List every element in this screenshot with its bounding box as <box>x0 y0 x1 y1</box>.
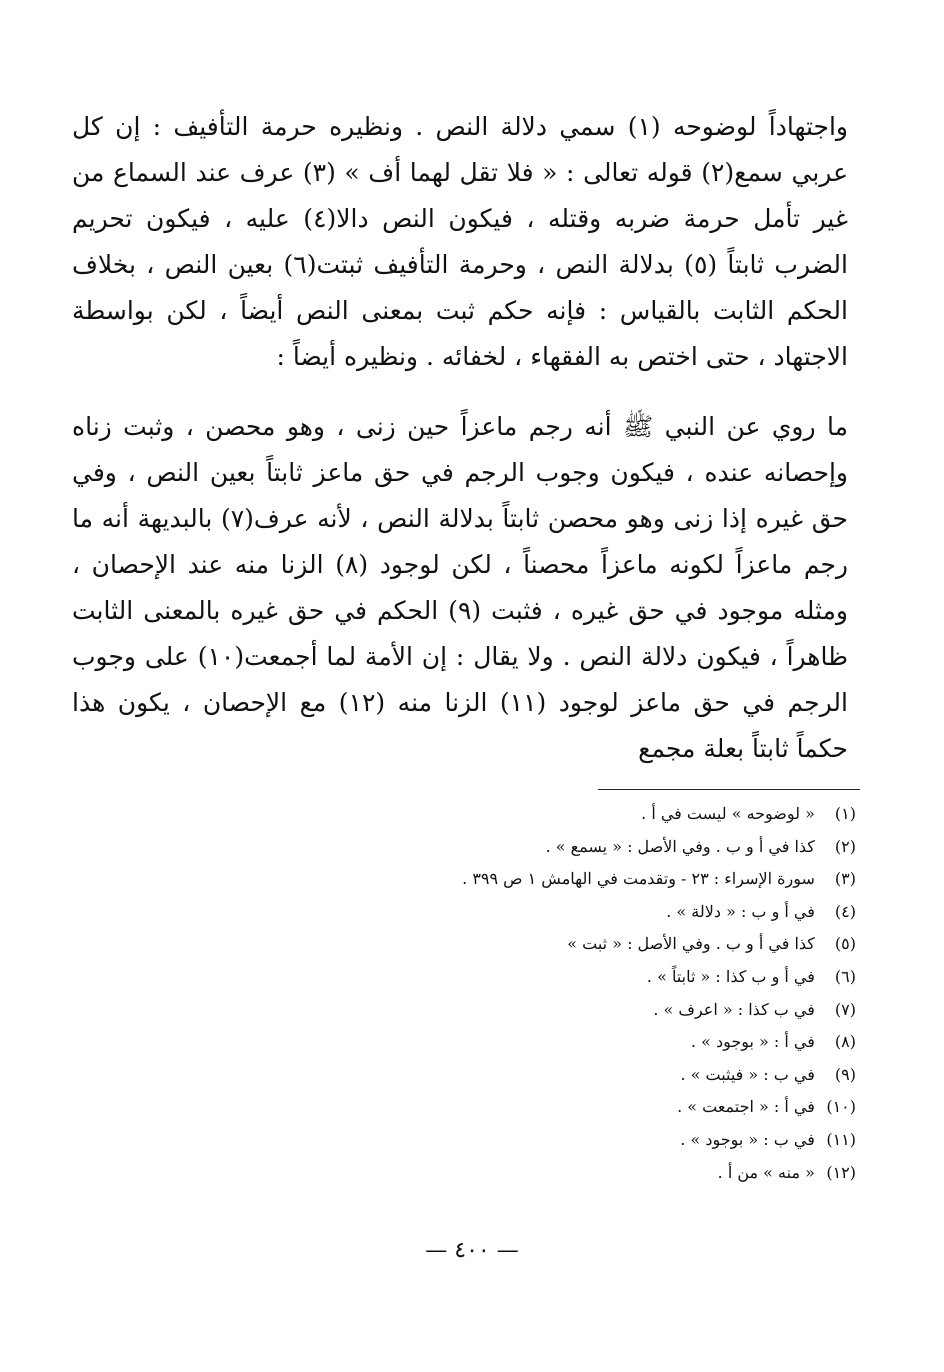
footnote-number: (١١) <box>826 1129 856 1149</box>
footnote-text: في أ : « بوجود » . <box>690 1032 815 1052</box>
footnote-text: في أ و ب : « دلالة » . <box>666 901 815 921</box>
body-paragraph-1 <box>72 104 848 380</box>
footnote-number: (١) <box>834 804 856 823</box>
footnote-number: (٩) <box>834 1064 856 1084</box>
footnote-item <box>336 1059 856 1092</box>
footnote-item <box>336 1124 856 1157</box>
footnote-text: كذا في أ و ب . وفي الأصل : « ثبت » <box>567 934 815 954</box>
footnote-number: (٨) <box>834 1032 856 1052</box>
footnote-number: (١٢) <box>826 1162 856 1182</box>
footnote-item <box>336 961 856 994</box>
footnote-divider <box>598 789 860 790</box>
paragraph-text: ما روي عن النبي ﷺ أنه رجم ماعزاً حين زنى ، وهو محصن ، وثبت زناه وإحصانه عنده ، فيكون وجوب الرجم في حق ماعز ثابتاً بعين النص ، وفي حق غيره إذا زنى وهو محصن ثابتاً بدلالة النص ، لأنه عرف(٧) بالبديهة أنه ما رجم ماعزاً لكونه ماعزاً محصناً ، لكن لوجود (٨) الزنا منه عند الإحصان ، ومثله موجود في حق غيره ، فثبت (٩) الحكم في حق غيره بالمعنى الثابت ظاهراً ، فيكون دلالة النص . ولا يقال : إن الأمة لما أجمعت(١٠) على وجوب الرجم في حق ماعز لوجود (١١) الزنا منه (١٢) مع الإحصان ، يكون هذا حكماً ثابتاً بعلة مجمع <box>72 412 849 763</box>
footnote-item <box>336 896 856 929</box>
footnote-number: (٤) <box>834 901 856 921</box>
footnote-text: في ب كذا : « اعرف » . <box>653 999 815 1019</box>
footnote-text: في أ : « اجتمعت » . <box>677 1097 815 1117</box>
footnote-item <box>336 798 856 831</box>
footnote-number: (٥) <box>834 934 856 954</box>
footnote-text: في ب : « بوجود » . <box>680 1129 815 1149</box>
footnote-item <box>336 1026 856 1059</box>
footnote-number: (١٠) <box>826 1097 856 1117</box>
footnote-item <box>336 1157 856 1190</box>
footnotes-section <box>336 798 856 1189</box>
footnote-item <box>336 831 856 864</box>
footnote-item <box>336 994 856 1027</box>
footnote-number: (٧) <box>834 999 856 1019</box>
footnote-number: (٢) <box>834 836 856 856</box>
paragraph-text: واجتهاداً لوضوحه (١) سمي دلالة النص . ونظيره حرمة التأفيف : إن كل عربي سمع(٢) قوله تعالى : « فلا تقل لهما أف » (٣) عرف عند السماع من غير تأمل حرمة ضربه وقتله ، فيكون النص دالا(٤) عليه ، فيكون تحريم الضرب ثابتاً (٥) بدلالة النص ، وحرمة التأفيف ثبتت(٦) بعين النص ، بخلاف الحكم الثابت بالقياس : فإنه حكم ثبت بمعنى النص أيضاً ، لكن بواسطة الاجتهاد ، حتى اختص به الفقهاء ، لخفائه . ونظيره أيضاً : <box>72 112 849 371</box>
footnote-item <box>336 928 856 961</box>
page-number: — ٤٠٠ — <box>425 1238 519 1263</box>
footnote-text: سورة الإسراء : ٢٣ - وتقدمت في الهامش ١ ص ٣٩٩ . <box>462 869 815 889</box>
footnote-text: في ب : « فيثبت » . <box>680 1064 815 1084</box>
footnote-text: في أ و ب كذا : « ثابتاً » . <box>646 966 815 986</box>
footnote-number: (٦) <box>834 966 856 986</box>
body-paragraph-2 <box>72 404 848 772</box>
footnote-item <box>336 863 856 896</box>
footnote-text: « لوضوحه » ليست في أ . <box>641 804 815 823</box>
footnote-text: « منه » من أ . <box>717 1162 815 1182</box>
footnote-item <box>336 1091 856 1124</box>
footnote-number: (٣) <box>834 869 856 889</box>
footnote-text: كذا في أ و ب . وفي الأصل : « يسمع » . <box>545 836 815 856</box>
